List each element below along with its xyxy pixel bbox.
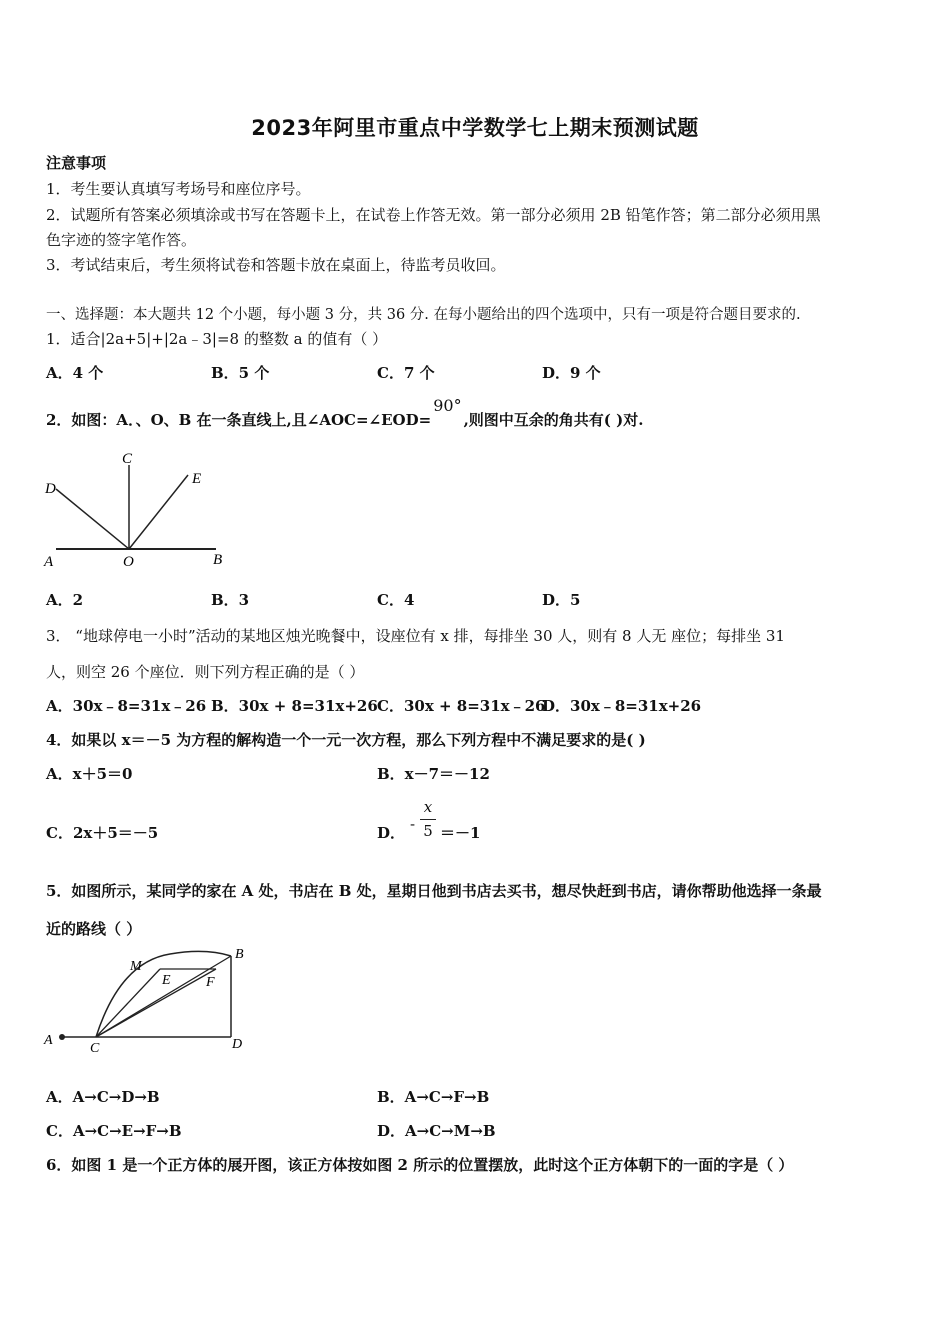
label-c: C (122, 451, 133, 467)
q3-option-d: D．30x﹣8=31x+26 (542, 697, 702, 715)
q2-option-a: A．2 (46, 591, 84, 609)
ray-od (56, 489, 129, 549)
label-o: O (123, 554, 134, 570)
question-3-line1: 3． “地球停电一小时”活动的某地区烛光晚餐中，设座位有 x 排，每排坐 30 人，则有 8 人无 座位；每排坐 31 (46, 627, 785, 645)
q1-option-d: D．9 个 (542, 364, 601, 382)
q2-degree: 90° (433, 396, 462, 415)
q2-option-b: B．3 (211, 591, 250, 609)
question-2-stem (46, 396, 644, 430)
q5-option-d: D．A→C→M→B (377, 1122, 496, 1140)
q2-stem-part1: 2．如图：A．、O、B 在一条直线上,且∠AOC=∠EOD= (46, 411, 432, 429)
q2-option-d: D．5 (542, 591, 581, 609)
fraction-bar (420, 819, 436, 820)
question-1-stem: 1．适合|2a+5|+|2a﹣3|=8 的整数 a 的值有（ ） (46, 330, 388, 348)
q3-option-b: B．30x + 8=31x+26 (211, 697, 378, 715)
label-a: A (44, 1033, 53, 1048)
segment-cb (96, 956, 231, 1037)
notice-heading: 注意事项 (46, 154, 107, 172)
q4-option-d-label: D． (377, 824, 406, 842)
question-4-stem: 4．如果以 x＝－5 为方程的解构造一个一元一次方程，那么下列方程中不满足要求的是( ) (46, 731, 646, 749)
q5-option-c: C．A→C→E→F→B (46, 1122, 182, 1140)
q3-option-c: C．30x + 8=31x﹣26 (377, 697, 546, 715)
page-title: 2023年阿里市重点中学数学七上期末预测试题 (251, 116, 699, 140)
q2-stem-part2: ,则图中互余的角共有( )对. (463, 411, 644, 429)
q1-option-c: C．7 个 (377, 364, 435, 382)
q5-option-a: A．A→C→D→B (46, 1088, 160, 1106)
q4-option-d-sign: - (410, 815, 416, 833)
q3-option-a: A．30x﹣8=31x﹣26 (46, 697, 207, 715)
question-5-line2: 近的路线（ ） (46, 920, 142, 938)
q1-option-b: B．5 个 (211, 364, 270, 382)
q5-option-b: B．A→C→F→B (377, 1088, 490, 1106)
label-b: B (235, 947, 244, 962)
q4-option-a: A．x＋5＝0 (46, 765, 133, 783)
point-a (59, 1034, 65, 1040)
notice-item: 3．考试结束后，考生须将试卷和答题卡放在桌面上，待监考员收回。 (46, 256, 506, 274)
q2-figure (40, 445, 240, 575)
q4-option-c: C．2x＋5＝－5 (46, 824, 159, 842)
label-a: A (44, 554, 54, 570)
label-e: E (192, 471, 202, 487)
ray-oe (129, 475, 188, 549)
fraction-numerator: x (423, 798, 433, 816)
question-5-line1: 5．如图所示，某同学的家在 A 处，书店在 B 处，星期日他到书店去买书，想尽快赶到书店，请你帮助他选择一条最 (46, 882, 822, 900)
question-6-stem: 6．如图 1 是一个正方体的展开图，该正方体按如图 2 所示的位置摆放，此时这个正方体朝下的一面的字是（ ） (46, 1156, 794, 1174)
notice-item: 2．试题所有答案必须填涂或书写在答题卡上，在试卷上作答无效。第一部分必须用 2B 铅笔作答；第二部分必须用黑 (46, 206, 821, 224)
notice-item: 色字迹的签字笔作答。 (46, 231, 197, 249)
label-d: D (232, 1037, 243, 1052)
question-3-line2: 人，则空 26 个座位．则下列方程正确的是（ ） (46, 663, 365, 681)
label-e: E (162, 973, 171, 988)
label-d: D (45, 481, 56, 497)
label-f: F (206, 975, 215, 990)
q1-option-a: A．4 个 (46, 364, 104, 382)
q5-figure (40, 942, 255, 1057)
label-b: B (213, 552, 223, 568)
q2-option-c: C．4 (377, 591, 415, 609)
notice-item: 1．考生要认真填写考场号和座位序号。 (46, 180, 311, 198)
label-c: C (90, 1041, 100, 1056)
segment-ce (96, 969, 160, 1037)
q4-option-b: B．x－7＝－12 (377, 765, 490, 783)
q4-option-d-rest: ＝－1 (440, 824, 481, 842)
fraction-denominator: 5 (423, 822, 433, 840)
section-heading: 一、选择题：本大题共 12 个小题，每小题 3 分，共 36 分. 在每小题给出的四个选项中，只有一项是符合题目要求的. (46, 307, 801, 323)
label-m: M (130, 959, 142, 974)
